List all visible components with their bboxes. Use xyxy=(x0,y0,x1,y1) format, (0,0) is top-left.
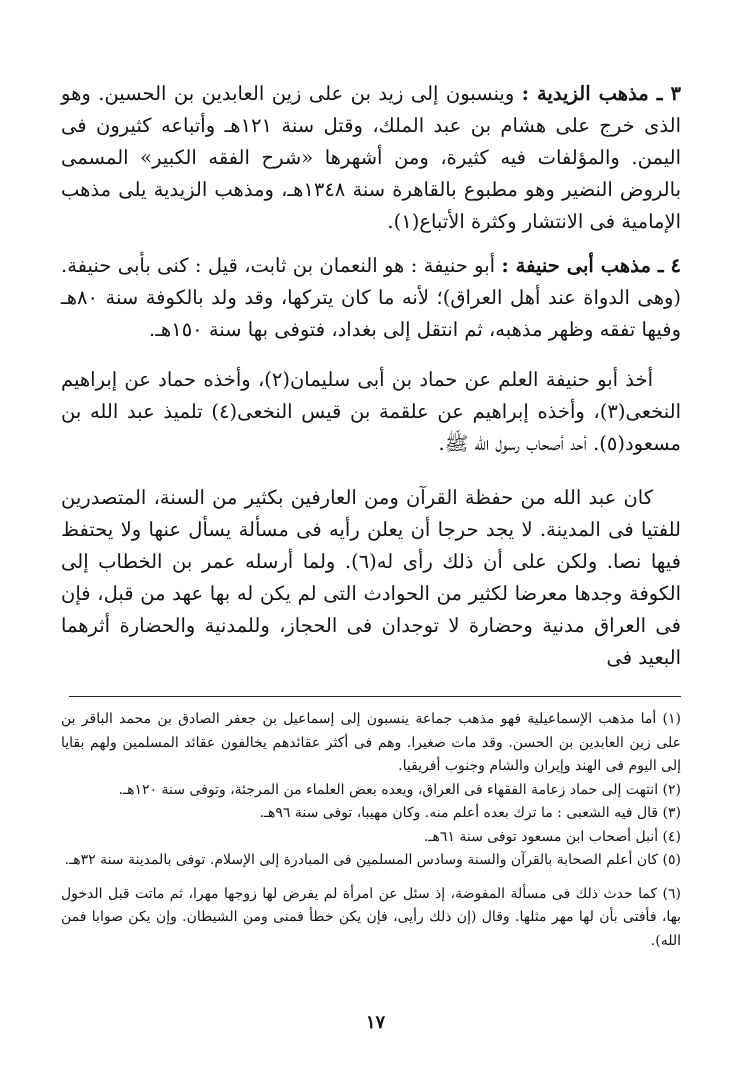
footnote-divider xyxy=(69,696,681,697)
footnotes xyxy=(61,708,681,953)
main-text xyxy=(61,78,681,688)
paragraph-chain-text: أخذ أبو حنيفة العلم عن حماد بن أبى سليمان(٢)، وأخذه حماد عن إبراهيم النخعى(٣)، وأخذه إبراهيم عن علقمة بن قيس النخعى(٤) تلميذ عبد الله بن مسعود(٥). أحد أصحاب رسول الله ﷺ. xyxy=(61,368,681,455)
footnote-2: (٢) انتهت إلى حماد زعامة الفقهاء فى العراق، ويعده بعض العلماء من المرجئة، وتوفى سنة ١٢٠هـ. xyxy=(118,781,681,798)
section-body-zaydiyya: وينسبون إلى زيد بن على زين العابدين بن الحسين. وهو الذى خرج على هشام بن عبد الملك، وقتل سنة ١٢١هـ وأتباعه كثيرون فى اليمن. والمؤلفات فيه كثيرة، ومن أشهرها «شرح الفقه الكبير» المسمى بالروض النضير وهو مطبوع بالقاهرة سنة ١٣٤٨هـ، ومذهب الزيدية يلى مذهب الإمامية فى الانتشار وكثرة الأتباع(١). xyxy=(61,82,681,233)
footnote-1: (١) أما مذهب الإسماعيلية فهو مذهب جماعة ينسبون إلى إسماعيل بن جعفر الصادق بن محمد الباقر بن على زين العابدين بن الحسن. وقد مات صغيرا. وهم فى أكثر عقائدهم يخالفون عقائد المسلمين ولهم بقايا إلى اليوم فى الهند وإيران والشام وجنوب أفريقيا. xyxy=(61,711,681,774)
section-heading-abu-hanifa: ٤ ـ مذهب أبى حنيفة : xyxy=(501,254,682,277)
section-zaydiyya xyxy=(61,78,681,238)
section-body-abu-hanifa: أبو حنيفة : هو النعمان بن ثابت، قيل : كنى بأبى حنيفة. (وهى الدواة عند أهل العراق)؛ لأنه ما كان يتركها، وقد ولد بالكوفة سنة ٨٠هـ وفيها تفقه وظهر مذهبه، ثم انتقل إلى بغداد، فتوفى بها سنة ١٥٠هـ. xyxy=(61,254,681,341)
paragraph-chain-of-knowledge xyxy=(61,364,681,460)
footnote-3: (٣) قال فيه الشعبى : ما ترك بعده أعلم منه. وكان مهيبا، توفى سنة ٩٦هـ. xyxy=(259,805,681,821)
section-abu-hanifa xyxy=(61,250,681,346)
paragraph-abdullah-text: كان عبد الله من حفظة القرآن ومن العارفين بكثير من السنة، المتصدرين للفتيا فى المدينة. لا يجد حرجا أن يعلن رأيه فى مسألة يسأل عنها ولا يحتفظ فيها نصا. ولكن على أن ذلك رأى له(٦). ولما أرسله عمر بن الخطاب إلى الكوفة وجدها معرضا لكثير من الحوادث التى لم يكن له بها عهد من قبل، فإن فى العراق مدنية وحضارة لا توجدان فى الحجاز، وللمدنية والحضارة أثرهما البعيد فى xyxy=(61,486,681,669)
page-number: ١٧ xyxy=(365,1012,386,1033)
footnote-4: (٤) أنبل أصحاب ابن مسعود توفى سنة ٦١هـ. xyxy=(423,828,681,845)
footnote-6: (٦) كما حدث ذلك فى مسألة المفوضة، إذ سئل عن امرأة لم يفرض لها زوجها مهرا، ثم ماتت قبل الدخول بها، فأفتى بأن لها مهر مثلها. وقال (إن ذلك رأيى، فإن يكن خطأ فمنى ومن الشيطان. وإن يكن صوابا فمن الله). xyxy=(61,885,681,949)
paragraph-abdullah xyxy=(61,482,681,674)
section-heading-zaydiyya: ٣ ـ مذهب الزيدية : xyxy=(521,82,681,105)
footnote-5: (٥) كان أعلم الصحابة بالقرآن والسنة وسادس المسلمين فى المبادرة إلى الإسلام. توفى بالمدينة سنة ٣٢هـ. xyxy=(64,852,681,868)
